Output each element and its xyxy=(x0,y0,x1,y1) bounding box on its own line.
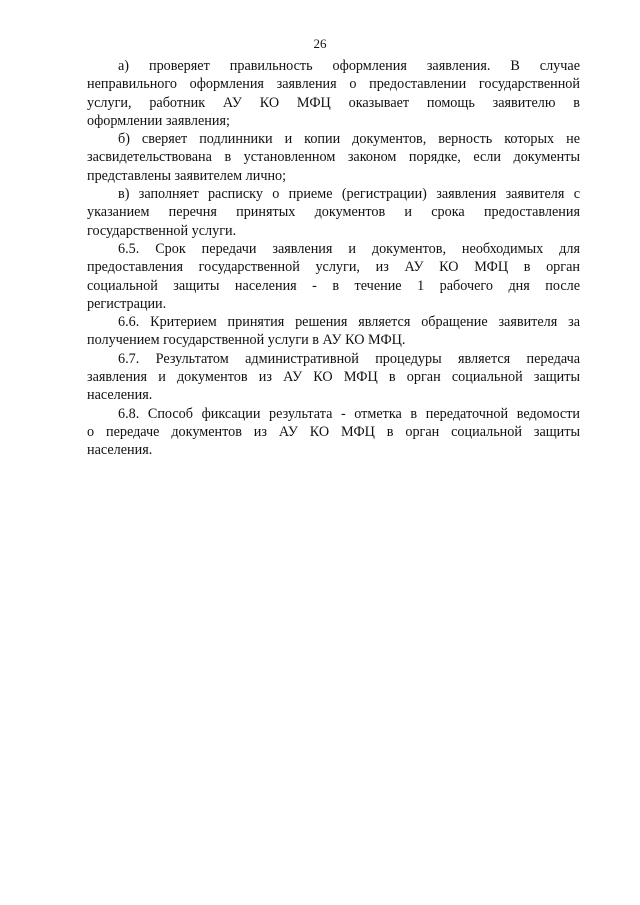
text-line: указанием перечня принятых документов и срока предоставления xyxy=(87,204,580,221)
text-line: представлены заявителем лично; xyxy=(87,167,287,184)
page-number: 26 xyxy=(313,36,327,51)
text-line: а) проверяет правильность оформления заявления. В случае xyxy=(118,58,580,74)
text-line: 6.6. Критерием принятия решения является обращение заявителя за xyxy=(118,314,580,331)
text-line: услуги, работник АУ КО МФЦ оказывает помощь заявителю в xyxy=(87,94,580,111)
text-line: государственной услуги. xyxy=(87,222,237,239)
text-line: населения. xyxy=(87,442,153,459)
text-line: предоставления государственной услуги, из АУ КО МФЦ в орган xyxy=(87,259,580,276)
text-line: о передаче документов из АУ КО МФЦ в орган социальной защиты xyxy=(87,423,580,440)
text-line: 6.7. Результатом административной процедуры является передача xyxy=(118,350,580,367)
text-line: 6.5. Срок передачи заявления и документов, необходимых для xyxy=(118,240,580,257)
text-line: заявления и документов из АУ КО МФЦ в орган социальной защиты xyxy=(87,369,580,386)
text-line: засвидетельствована в установленном законом порядке, если документы xyxy=(87,149,580,166)
text-line: в) заполняет расписку о приеме (регистрации) заявления заявителя с xyxy=(118,186,580,203)
document-body xyxy=(87,57,580,460)
text-line: оформлении заявления; xyxy=(87,112,230,129)
text-line: регистрации. xyxy=(87,295,167,312)
text-line: неправильного оформления заявления о предоставлении государственной xyxy=(87,76,580,93)
text-line: б) сверяет подлинники и копии документов, верность которых не xyxy=(118,131,580,148)
text-line: населения. xyxy=(87,387,153,404)
text-line: получением государственной услуги в АУ КО МФЦ. xyxy=(87,332,406,349)
text-line: социальной защиты населения - в течение 1 рабочего дня после xyxy=(87,277,580,294)
text-line: 6.8. Способ фиксации результата - отметка в передаточной ведомости xyxy=(118,405,580,422)
